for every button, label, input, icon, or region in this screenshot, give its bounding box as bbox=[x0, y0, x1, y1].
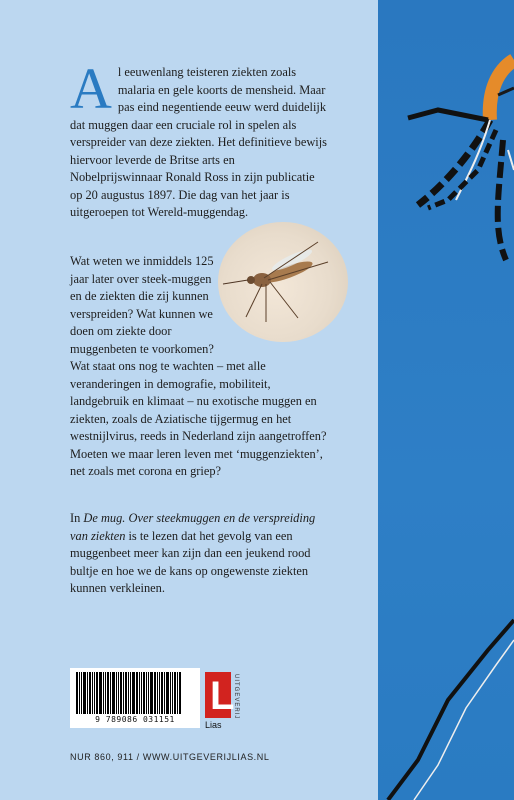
barcode-bar bbox=[154, 672, 156, 714]
barcode-bar bbox=[81, 672, 82, 714]
barcode-bars bbox=[76, 672, 194, 714]
barcode-bar bbox=[143, 672, 145, 714]
barcode-bar bbox=[94, 672, 95, 714]
paragraph-2-text: Wat staat ons nog te wachten – met alle veranderingen in demografie, mobiliteit, landgebruik en klimaat – nu exotische muggen en ziekten, zoals de Aziatische tijgermug en het westnijlvirus, reeds in Nederland zijn aangetroffen? Moeten we maar leren leven met ‘muggenziekten’, net zoals met corona en griep? bbox=[70, 359, 327, 478]
publisher-name: Lias bbox=[205, 720, 222, 730]
barcode-bar bbox=[89, 672, 91, 714]
barcode-bar bbox=[136, 672, 138, 714]
barcode-bar bbox=[132, 672, 135, 714]
barcode-bar bbox=[123, 672, 124, 714]
barcode-bar bbox=[79, 672, 80, 714]
blurb-paragraph-3 bbox=[70, 510, 330, 598]
barcode-bar bbox=[157, 672, 158, 714]
barcode-bar bbox=[125, 672, 127, 714]
barcode-bar bbox=[166, 672, 169, 714]
drop-cap: A bbox=[70, 56, 112, 121]
barcode-bar bbox=[130, 672, 131, 714]
book-title: De mug. Over steekmuggen en de verspreiding van ziekten bbox=[70, 511, 316, 543]
barcode-bar bbox=[92, 672, 93, 714]
barcode-bar bbox=[105, 672, 106, 714]
barcode-bar bbox=[164, 672, 165, 714]
barcode-bar bbox=[76, 672, 78, 714]
barcode-bar bbox=[146, 672, 147, 714]
publisher-logo bbox=[205, 672, 245, 730]
paragraph-1-text: l eeuwenlang teisteren ziekten zoals malaria en gele koorts de mensheid. Maar pas eind negentiende eeuw werd duidelijk dat muggen daar een cruciale rol in spelen als verspreider van deze ziekten. Het definitieve bewijs hiervoor leverde de Britse arts en Nobelprijswinnaar Ronald Ross in zijn publicatie op 20 augustus 1897. Die dag van het jaar is uitgeroepen tot Wereld-muggendag. bbox=[70, 65, 327, 219]
barcode-bar bbox=[148, 672, 149, 714]
spine-artwork bbox=[378, 0, 514, 800]
blurb-paragraph-1 bbox=[70, 56, 330, 222]
barcode-bar bbox=[120, 672, 122, 714]
logo-vertical-text: UITGEVERIJ bbox=[233, 674, 239, 720]
logo-letter: L bbox=[210, 674, 235, 718]
barcode-bar bbox=[179, 672, 181, 714]
barcode-bar bbox=[161, 672, 163, 714]
barcode-bar bbox=[141, 672, 142, 714]
barcode-bar bbox=[99, 672, 102, 714]
paragraph-3-prefix: In bbox=[70, 511, 84, 525]
barcode-bar bbox=[170, 672, 171, 714]
isbn-number: 9 789086 031151 bbox=[95, 715, 175, 724]
barcode-bar bbox=[139, 672, 140, 714]
paragraph-2-narrow-text: Wat weten we inmiddels 125 jaar later over steek-muggen en de ziekten die zij kunnen verspreiden? Wat kunnen we doen om ziekte door muggenbeten te voorkomen? bbox=[70, 254, 214, 356]
isbn-barcode bbox=[70, 668, 200, 728]
barcode-bar bbox=[83, 672, 86, 714]
paragraph-3-text: is te lezen dat het gevolg van een muggenbeet meer kan zijn dan een jeukend rood bultje en hoe we de kans op ongewenste ziekten kunnen verkleinen. bbox=[70, 528, 311, 595]
barcode-bar bbox=[172, 672, 173, 714]
barcode-bar bbox=[118, 672, 119, 714]
blurb-paragraph-2 bbox=[70, 253, 330, 481]
barcode-bar bbox=[96, 672, 98, 714]
barcode-bar bbox=[128, 672, 129, 714]
barcode-bar bbox=[107, 672, 109, 714]
barcode-bar bbox=[87, 672, 88, 714]
barcode-bar bbox=[174, 672, 176, 714]
barcode-bar bbox=[110, 672, 111, 714]
nur-website-line: NUR 860, 911 / WWW.UITGEVERIJLIAS.NL bbox=[70, 752, 270, 762]
barcode-bar bbox=[116, 672, 117, 714]
barcode-bar bbox=[177, 672, 178, 714]
barcode-bar bbox=[150, 672, 153, 714]
barcode-bar bbox=[159, 672, 160, 714]
barcode-bar bbox=[112, 672, 115, 714]
mosquito-legs-illustration bbox=[378, 0, 514, 800]
barcode-bar bbox=[103, 672, 104, 714]
